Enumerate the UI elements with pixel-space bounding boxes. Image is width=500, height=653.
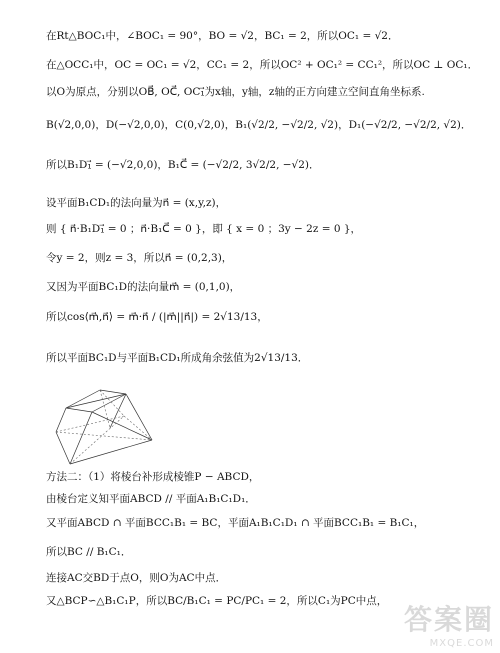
- text-line-13: 由棱台定义知平面ABCD // 平面A₁B₁C₁D₁．: [46, 493, 256, 505]
- text-line-5: 所以B₁D₁⃗ = (−√2,0,0)，B₁C⃗ = (−√2/2, 3√2/2, −√2)．: [46, 159, 320, 171]
- text-line-3: 以O为原点，分别以OB⃗, OC⃗, OC₁⃗为x轴，y轴，z轴的正方向建立空间直角坐标系.: [46, 86, 425, 98]
- text-line-9: 又因为平面BC₁D的法向量m⃗ = (0,1,0)，: [46, 281, 241, 293]
- text-line-8: 令y = 2，则z = 3，所以n⃗ = (0,2,3)，: [46, 252, 233, 264]
- watermark-main: 答案圈: [403, 603, 494, 636]
- text-line-2: 在△OCC₁中，OC = OC₁ = √2，CC₁ = 2，所以OC² + OC₁² = CC₁²，所以OC ⊥ OC₁．: [46, 59, 479, 71]
- text-line-15: 所以BC // B₁C₁．: [46, 546, 132, 558]
- frustum-figure: [52, 380, 162, 470]
- text-line-10: 所以cos⟨m⃗,n⃗⟩ = m⃗·n⃗ / (|m⃗||n⃗|) = 2√13/13，: [46, 311, 268, 323]
- text-line-11: 所以平面BC₁D与平面B₁CD₁所成角余弦值为2√13/13．: [46, 352, 309, 364]
- text-line-4: B(√2,0,0)，D(−√2,0,0)，C(0,√2,0)，B₁(√2/2, −√2/2, √2)，D₁(−√2/2, −√2/2, √2)．: [46, 119, 472, 131]
- text-line-12: 方法二：（1）将棱台补形成棱锥P − ABCD，: [46, 471, 260, 483]
- text-line-17: 又△BCP∽△B₁C₁P，所以BC/B₁C₁ = PC/PC₁ = 2，所以C₁为PC中点，: [46, 595, 388, 607]
- watermark: [404, 598, 494, 649]
- text-line-6: 设平面B₁CD₁的法向量为n⃗ = (x,y,z)，: [46, 197, 227, 209]
- text-line-16: 连接AC交BD于点O，则O为AC中点．: [46, 572, 227, 584]
- text-line-7: 则 { n⃗·B₁D₁⃗ = 0 ；n⃗·B₁C⃗ = 0 }，即 { x = 0 ；3y − 2z = 0 }，: [46, 223, 362, 235]
- watermark-sub: MXQE.COM: [429, 638, 494, 649]
- text-line-14: 又平面ABCD ∩ 平面BCC₁B₁ = BC，平面A₁B₁C₁D₁ ∩ 平面BCC₁B₁ = B₁C₁，: [46, 517, 425, 529]
- text-line-1: 在Rt△BOC₁中，∠BOC₁ = 90°，BO = √2，BC₁ = 2，所以OC₁ = √2．: [46, 30, 399, 42]
